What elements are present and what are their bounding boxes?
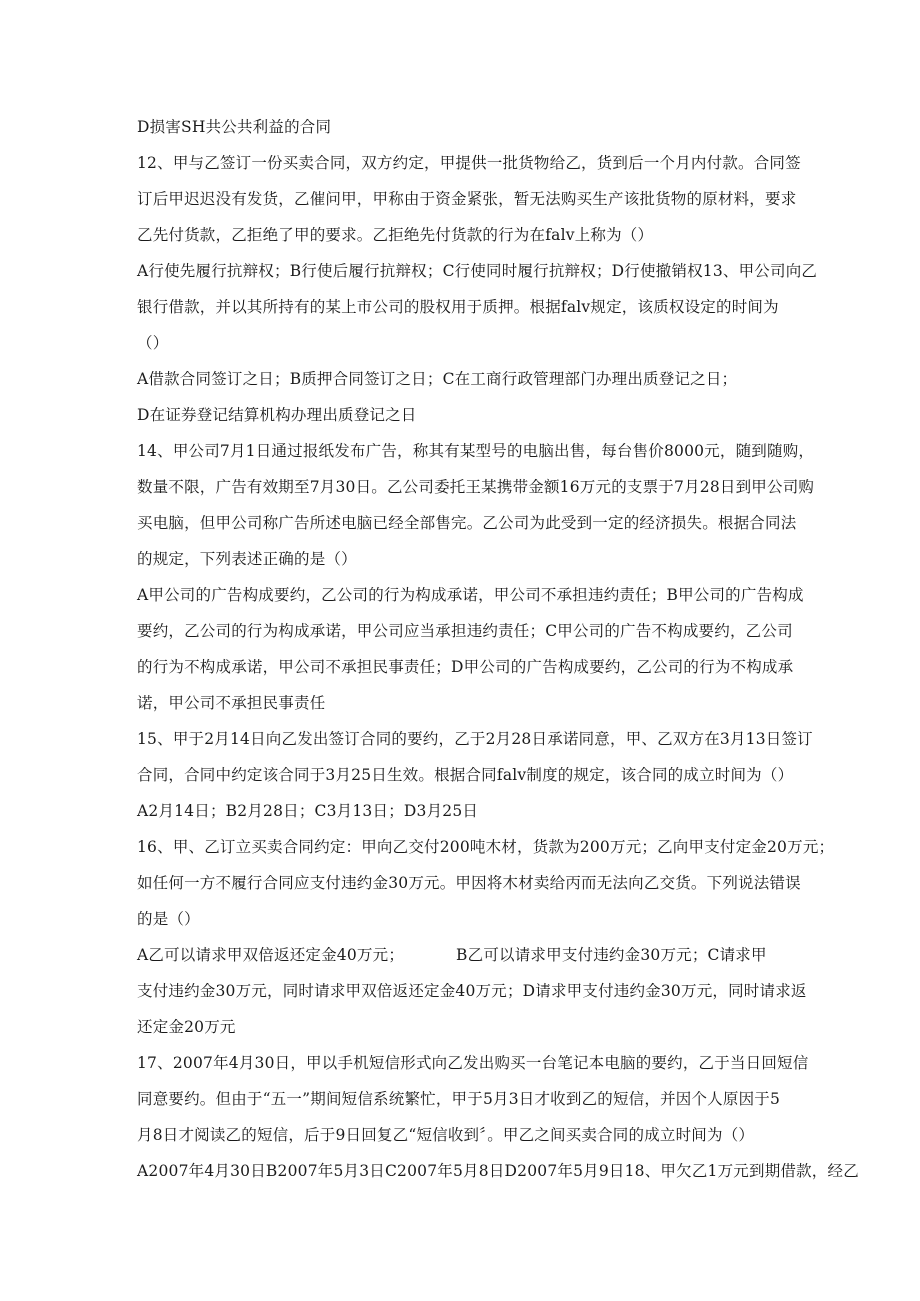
question-14-options-3: 的行为不构成承诺，甲公司不承担民事责任；D甲公司的广告构成要约，乙公司的行为不构成承 [137, 658, 794, 676]
question-17-line-1: 17、2007年4月30日，甲以手机短信形式向乙发出购买一台笔记本电脑的要约，乙于当日回短信 [137, 1054, 809, 1072]
question-16-line-3: 的是（） [137, 910, 200, 928]
question-14-options-4: 诺，甲公司不承担民事责任 [137, 694, 326, 712]
option-a-text: A乙可以请求甲双倍返还定金40万元； [137, 946, 405, 964]
question-14-line-3: 买电脑，但甲公司称广告所述电脑已经全部售完。乙公司为此受到一定的经济损失。根据合同法 [137, 514, 797, 532]
question-12-line-2: 订后甲迟迟没有发货，乙催问甲，甲称由于资金紧张，暂无法购买生产该批货物的原材料，要求 [137, 190, 797, 208]
question-16-options-2: 支付违约金30万元，同时请求甲双倍返还定金40万元；D请求甲支付违约金30万元，同时请求返 [137, 982, 807, 1000]
option-b-text: B乙可以请求甲支付违约金30万元；C请求甲 [456, 946, 767, 964]
question-13-line-2: （） [137, 334, 169, 352]
question-15-options: A2月14日；B2月28日；C3月13日；D3月25日 [137, 802, 479, 820]
question-17-line-2: 同意要约。但由于“五一”期间短信系统繁忙，甲于5月3日才收到乙的短信，并因个人原因于5 [137, 1090, 781, 1108]
text-line: D损害SH共公共利益的合同 [137, 118, 332, 136]
question-12-line-1: 12、甲与乙签订一份买卖合同，双方约定，甲提供一批货物给乙，货到后一个月内付款。合同签 [137, 154, 801, 172]
question-12-options: A行使先履行抗辩权；B行使后履行抗辩权；C行使同时履行抗辩权；D行使撤销权13、甲公司向乙 [137, 262, 818, 280]
question-17-line-3: 月8日才阅读乙的短信，后于9日回复乙“短信收到〞。甲乙之间买卖合同的成立时间为（） [137, 1126, 755, 1144]
question-14-options-2: 要约，乙公司的行为构成承诺，甲公司应当承担违约责任；C甲公司的广告不构成要约，乙公司 [137, 622, 793, 640]
question-12-line-3: 乙先付货款，乙拒绝了甲的要求。乙拒绝先付货款的行为在falv上称为（） [137, 226, 654, 244]
question-14-line-4: 的规定，下列表述正确的是（） [137, 550, 357, 568]
question-17-options: A2007年4月30日B2007年5月3日C2007年5月8日D2007年5月9日18、甲欠乙1万元到期借款，经乙 [137, 1162, 859, 1180]
question-13-line-1: 银行借款，并以其所持有的某上市公司的股权用于质押。根据falv规定，该质权设定的时间为 [137, 298, 779, 316]
question-13-options-2: D在证券登记结算机构办理出质登记之日 [137, 406, 417, 424]
question-14-line-1: 14、甲公司7月1日通过报纸发布广告，称其有某型号的电脑出售，每台售价8000元，随到随购， [137, 442, 815, 460]
question-14-line-2: 数量不限，广告有效期至7月30日。乙公司委托王某携带金额16万元的支票于7月28日到甲公司购 [137, 478, 815, 496]
question-14-options-1: A甲公司的广告构成要约，乙公司的行为构成承诺，甲公司不承担违约责任；B甲公司的广告构成 [137, 586, 804, 604]
question-16-line-2: 如任何一方不履行合同应支付违约金30万元。甲因将木材卖给丙而无法向乙交货。下列说法错误 [137, 874, 801, 892]
question-16-options-1 [137, 945, 767, 965]
question-13-options-1: A借款合同签订之日；B质押合同签订之日；C在工商行政管理部门办理出质登记之日； [137, 370, 738, 388]
question-15-line-2: 合同，合同中约定该合同于3月25日生效。根据合同falv制度的规定，该合同的成立时间为（） [137, 766, 794, 784]
question-15-line-1: 15、甲于2月14日向乙发出签订合同的要约，乙于2月28日承诺同意，甲、乙双方在3月13日签订 [137, 730, 813, 748]
question-16-options-3: 还定金20万元 [137, 1018, 236, 1036]
question-16-line-1: 16、甲、乙订立买卖合同约定：甲向乙交付200吨木材，货款为200万元；乙向甲支付定金20万元； [137, 838, 835, 856]
